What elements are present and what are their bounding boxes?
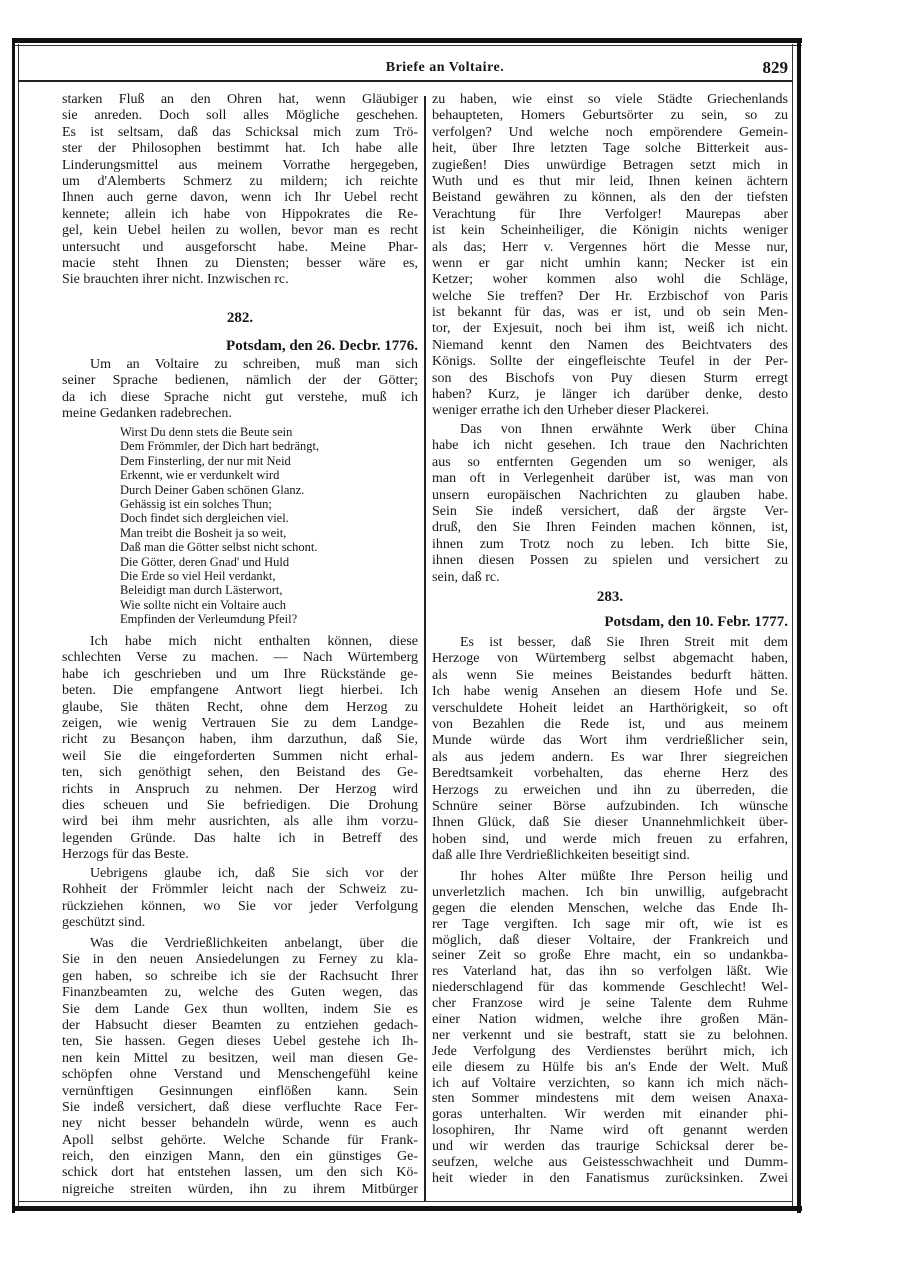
text-line: habe ich geschrieben und um Ihre Rückstände ge-: [62, 666, 418, 682]
text-line: Uebrigens glaube ich, daß Sie sich vor der: [90, 866, 418, 881]
text-line: Rohheit der Frömmler leicht nach der Schweiz zu-: [62, 882, 418, 898]
letter-number: 283.: [596, 589, 624, 605]
paragraph: [62, 357, 418, 423]
letter-date: Potsdam, den 10. Febr. 1777.: [604, 614, 788, 630]
text-line: seiner Sprache bedienen, nämlich der der Götter;: [62, 373, 418, 389]
text-line: ihnen diesen Possen zu spielen und versichert zu: [432, 553, 788, 569]
text-line: Apoll selbst gehörte. Welche Schande für Frank-: [62, 1132, 418, 1148]
text-line: weil Sie die eingeforderten Summen nicht erhal-: [62, 748, 418, 764]
text-line: kennete; allein ich habe von Hippokrates die Re-: [62, 206, 418, 222]
poem-line: Die Götter, deren Gnad' und Huld: [120, 554, 290, 569]
text-line: zu haben, wie einst so viele Städte Griechenlands: [432, 92, 788, 107]
poem-line: Erkennt, wie er verdunkelt wird: [120, 468, 280, 483]
text-line: einer Nation widmen, welche ihre großen Män-: [432, 1012, 788, 1028]
page-border-top: [12, 38, 802, 43]
text-line: Wuth und es thut mir leid, Ihnen keinen ächtern: [432, 173, 788, 189]
poem-line: Doch findet sich dergleichen viel.: [120, 511, 289, 526]
text-line: verschuldete Hoheit leidet an Harthörigkeit, so oft: [432, 700, 788, 716]
text-line: sten Sommer mindestens mit dem weisen Anaxa-: [432, 1091, 788, 1107]
text-line: wird bei ihm mehr ausrichten, als alle ihm vorzu-: [62, 814, 418, 830]
poem-line: Dem Frömmler, der Dich hart bedrängt,: [120, 439, 320, 454]
text-line: Herzoge von Würtemberg selbst abgemacht haben,: [432, 651, 788, 667]
text-line: ney nicht besser behandeln würde, wenn es auch: [62, 1116, 418, 1132]
text-line: reich, den einzigen Mann, den ein günstiges Ge-: [62, 1149, 418, 1165]
text-line: Sein Sie indeß versichert, daß der ärgste Ver-: [432, 503, 788, 519]
letter-number: 282.: [226, 310, 254, 326]
text-line: Sie brauchten ihrer nicht. Inzwischen rc.: [62, 272, 289, 288]
text-line: unverletzlich machen. Ich bin unwillig, aufgebracht: [432, 884, 788, 900]
text-line: res Vaterland hat, das ihn so verfolgen läßt. Wie: [432, 964, 788, 980]
text-line: beten. Die empfangene Antwort liegt hierbei. Ich: [62, 683, 418, 699]
text-line: goras unterhalten. Wir werden mit einander phi-: [432, 1107, 788, 1123]
text-line: von Bezahlen die Rede ist, und aus meinem: [432, 716, 788, 732]
text-line: Munde würde das Wort ihm verdrießlicher sein,: [432, 733, 788, 749]
text-line: Was die Verdrießlichkeiten anbelangt, über die: [90, 936, 418, 951]
text-line: da ich diese Sprache nicht gut verstehe, muß ich: [62, 389, 418, 405]
text-line: Herzogs für das Beste.: [62, 847, 189, 863]
text-line: glaube, Sie thäten Recht, ohne dem Herzog zu: [62, 699, 418, 715]
text-line: legenden Gründe. Das halte ich in Betreff des: [62, 830, 418, 846]
poem-line: Empfinden der Verleumdung Pfeil?: [120, 612, 298, 627]
text-line: macie steht Ihnen zu Diensten; besser wäre es,: [62, 255, 418, 271]
text-line: geschützt sind.: [62, 915, 146, 931]
page-border-top-inner: [12, 45, 802, 46]
text-line: schöpfen ohne Verstand und Menschengefühl keine: [62, 1067, 418, 1083]
text-line: nigreiche streiten würden, ihn zu ihrem Mitbürger: [62, 1181, 418, 1197]
paragraph: [432, 422, 788, 586]
text-line: wenn er gar nicht umhin kann; Necker ist ein: [432, 255, 788, 271]
text-line: Es ist besser, daß Sie Ihren Streit mit dem: [460, 635, 788, 650]
text-line: zugießen! Dies unwürdige Betragen setzt mich in: [432, 157, 788, 173]
text-line: Ihnen Glück, daß Sie dieser Unannehmlichkeit über-: [432, 815, 788, 831]
text-line: heit, über Ihre letzten Tage solche Bitterkeit aus-: [432, 141, 788, 157]
page-number: 829: [762, 58, 788, 77]
text-line: richt zu Besançon haben, ihm darzuthun, daß Sie,: [62, 732, 418, 748]
text-line: ist kein Scheinheiliger, die Königin nichts weniger: [432, 223, 788, 239]
text-line: als wenn Sie meines Beistandes bedurft hätten.: [432, 667, 788, 683]
text-line: seufzen, welche aus Geistesschwachheit und Dumm-: [432, 1155, 788, 1171]
text-line: starken Fluß an den Ohren hat, wenn Gläubiger: [62, 92, 418, 107]
text-line: Um an Voltaire zu schreiben, muß man sich: [90, 357, 418, 372]
text-line: welche Sie treffen? Der Hr. Erzbischof von Paris: [432, 288, 788, 304]
text-line: Ich habe mich nicht enthalten können, diese: [90, 634, 418, 649]
text-line: Ich habe wenig Ansehen an diesem Hofe und Se.: [432, 684, 788, 700]
text-line: son des Bischofs von Puy diesen Sturm erregt: [432, 370, 788, 386]
page-border-bottom-inner: [18, 1201, 793, 1202]
text-line: ihnen zum Trotz noch zu leben. Ich bitte Sie,: [432, 536, 788, 552]
text-line: Sie in den neuen Ansiedelungen zu Ferney zu kla-: [62, 952, 418, 968]
poem-line: Wirst Du denn stets die Beute sein: [120, 425, 293, 439]
text-line: Finanzbeamten zu, welche des Guten wegen, das: [62, 985, 418, 1001]
text-line: aus so entfernten Gegenden um so weniger, als: [432, 454, 788, 470]
column-divider: [424, 96, 426, 1201]
text-line: cher Franzose wird je seine Talente dem Ruhme: [432, 996, 788, 1012]
header-rule: [18, 80, 793, 82]
text-line: hoben sind, und werde mich freuen zu erfahren,: [432, 831, 788, 847]
text-line: haben? Kurz, je länger ich darüber denke, desto: [432, 387, 788, 403]
poem-line: Gehässig ist ein solches Thun;: [120, 496, 272, 511]
text-line: als das; Herr v. Vergennes hört die Messe nur,: [432, 239, 788, 255]
text-line: Schnüre seiner Börse aufzubinden. Ich wünsche: [432, 798, 788, 814]
text-line: rückziehen können, wo Sie vor jeder Verfolgung: [62, 898, 418, 914]
text-line: daß alle Ihre Verdrießlichkeiten beseitigt sind.: [432, 848, 690, 864]
text-line: sein, daß rc.: [432, 569, 500, 585]
paragraph: [432, 635, 788, 864]
page-border-left: [12, 38, 15, 1213]
poem-line: Daß man die Götter selbst nicht schont.: [120, 540, 318, 555]
paragraph: [62, 866, 418, 932]
text-line: verfolgen? Und welche noch empörendere Gemein-: [432, 124, 788, 140]
text-line: rer Tage vergiften. Ich sage mir oft, wie ist es: [432, 916, 788, 932]
text-line: gen haben, so schreibe ich sie der Rachsucht Ihrer: [62, 968, 418, 984]
text-line: losophiren, Ihr Name wird oft genannt werden: [432, 1123, 788, 1139]
text-line: um d'Alemberts Schmerz zu mildern; ich reichte: [62, 173, 418, 189]
text-line: dies scheuen und Sie befriedigen. Die Drohung: [62, 797, 418, 813]
poem-line: Man treibt die Bosheit ja so weit,: [120, 525, 287, 540]
text-line: ster der Philosophen bestimmt hat. Ich habe alle: [62, 141, 418, 157]
paragraph: [432, 869, 788, 1187]
page-border-right-inner: [792, 44, 793, 1209]
text-line: und wir werden das traurige Schicksal derer be-: [432, 1139, 788, 1155]
paragraph: [62, 936, 418, 1198]
text-line: schick dort hat entstehen lassen, um den sich Kö-: [62, 1165, 418, 1181]
text-line: niederschlagend für das kommende Geschlecht! Wel-: [432, 980, 788, 996]
paragraph: [62, 634, 418, 863]
text-line: man oft in Verlegenheit darüber ist, was man von: [432, 471, 788, 487]
text-line: gel, kein Uebel heilen zu wollen, bevor man es recht: [62, 223, 418, 239]
text-line: ner verkennt und sie bestraft, statt sie zu belohnen.: [432, 1027, 788, 1043]
page-border-left-inner: [18, 44, 19, 1209]
text-line: meine Gedanken radebrechen.: [62, 406, 232, 422]
text-line: behaupteten, Homers Geburtsörter zu sein, so zu: [432, 108, 788, 124]
text-line: Beistand gewähren zu können, als den der tiefsten: [432, 190, 788, 206]
text-line: Niemand kennt den Namen des Beichtvaters des: [432, 337, 788, 353]
page-border-bottom: [12, 1206, 802, 1211]
text-line: Herzogs zu erweichen und ihn zu überreden, die: [432, 782, 788, 798]
text-line: Ketzer; woher kommen also wohl die Schläge,: [432, 272, 788, 288]
letter-date: Potsdam, den 26. Decbr. 1776.: [226, 338, 418, 354]
text-line: habe ich nicht gesehen. Ich traue den Nachrichten: [432, 438, 788, 454]
text-line: möglich, daß dieser Voltaire, der Frankreich und: [432, 932, 788, 948]
paragraph: [432, 92, 788, 420]
text-line: ten, Sie hassen. Gegen dieses Uebel gestehe ich Ih-: [62, 1034, 418, 1050]
text-line: ist bekannt für das, was er ist, und ob sein Men-: [432, 305, 788, 321]
text-line: als aus jedem andern. Es war Ihrer siegreichen: [432, 749, 788, 765]
text-line: der Habsucht dieser Beamten zu entziehen gedach-: [62, 1017, 418, 1033]
text-line: Verachtung für Ihre Verfolger! Maurepas aber: [432, 206, 788, 222]
text-line: ten, sich genöthigt sehen, den Beistand des Ge-: [62, 765, 418, 781]
text-line: sie anreden. Doch soll alles Mögliche geschehen.: [62, 108, 418, 124]
poem: [62, 425, 418, 626]
text-line: seiner Zeit so große Ehre macht, ein so undankba-: [432, 948, 788, 964]
text-line: schlechten Verse zu machen. — Nach Würtemberg: [62, 650, 418, 666]
text-line: Königs. Sollte der eingefleischte Teufel in der Per-: [432, 354, 788, 370]
poem-line: Durch Deiner Gaben schönen Glanz.: [120, 482, 305, 497]
page-border-right: [797, 38, 801, 1213]
text-line: eile diesem zu Hülfe bis an's Ende der Welt. Muß: [432, 1059, 788, 1075]
text-line: zeigen, wie wenig Vertrauen Sie zu dem Landge-: [62, 715, 418, 731]
poem-line: Wie sollte nicht ein Voltaire auch: [120, 597, 287, 612]
poem-line: Dem Finsterling, der nur mit Neid: [120, 453, 291, 468]
text-line: untersucht und ausgeforscht habe. Meine Phar-: [62, 239, 418, 255]
text-line: gegen die elenden Menschen, welche das Ende Ih-: [432, 900, 788, 916]
poem-line: Beleidigt man durch Lästerwort,: [120, 583, 283, 598]
text-line: Jede Verfolgung des Verdienstes berührt mich, ich: [432, 1043, 788, 1059]
text-line: Sie indeß versichert, daß diese verfluchte Race Fer-: [62, 1099, 418, 1115]
text-line: Es ist seltsam, daß das Schicksal mich zum Trö-: [62, 124, 418, 140]
text-line: richts in Anspruch zu nehmen. Der Herzog wird: [62, 781, 418, 797]
text-line: heit wieder in den Fanatismus zurücksinken. Zwei: [432, 1170, 788, 1186]
text-line: Sie dem Lande Gex thun wollten, indem Sie es: [62, 1001, 418, 1017]
text-line: unsern europäischen Nachrichten zu glauben habe.: [432, 487, 788, 503]
text-line: nen kein Mittel zu besitzen, weil man diesen Ge-: [62, 1050, 418, 1066]
text-line: ich auf Voltaire verzichten, so kann ich mich näch-: [432, 1075, 788, 1091]
text-line: Ihr hohes Alter müßte Ihre Person heilig und: [460, 869, 788, 884]
text-line: Beredtsamkeit vorbehalten, das eherne Herz des: [432, 766, 788, 782]
text-line: Linderungsmittel aus meinem Vorrathe hergegeben,: [62, 157, 418, 173]
text-line: tor, der Exjesuit, noch bei ihm ist, weiß ich nicht.: [432, 321, 788, 337]
paragraph: [62, 92, 418, 289]
text-line: Das von Ihnen erwähnte Werk über China: [460, 422, 788, 437]
text-line: druß, den Sie Ihren Feinden machen können, ist,: [432, 520, 788, 536]
poem-line: Die Erde so viel Heil verdankt,: [120, 568, 276, 583]
text-line: vernünftigen Gesinnungen einflößen kann. Sein: [62, 1083, 418, 1099]
text-line: Ihnen auch gerne davon, wenn ich Ihr Uebel recht: [62, 190, 418, 206]
running-title: Briefe an Voltaire.: [385, 60, 505, 75]
text-line: weniger errathe ich den Urheber dieser Plackerei.: [432, 403, 710, 419]
